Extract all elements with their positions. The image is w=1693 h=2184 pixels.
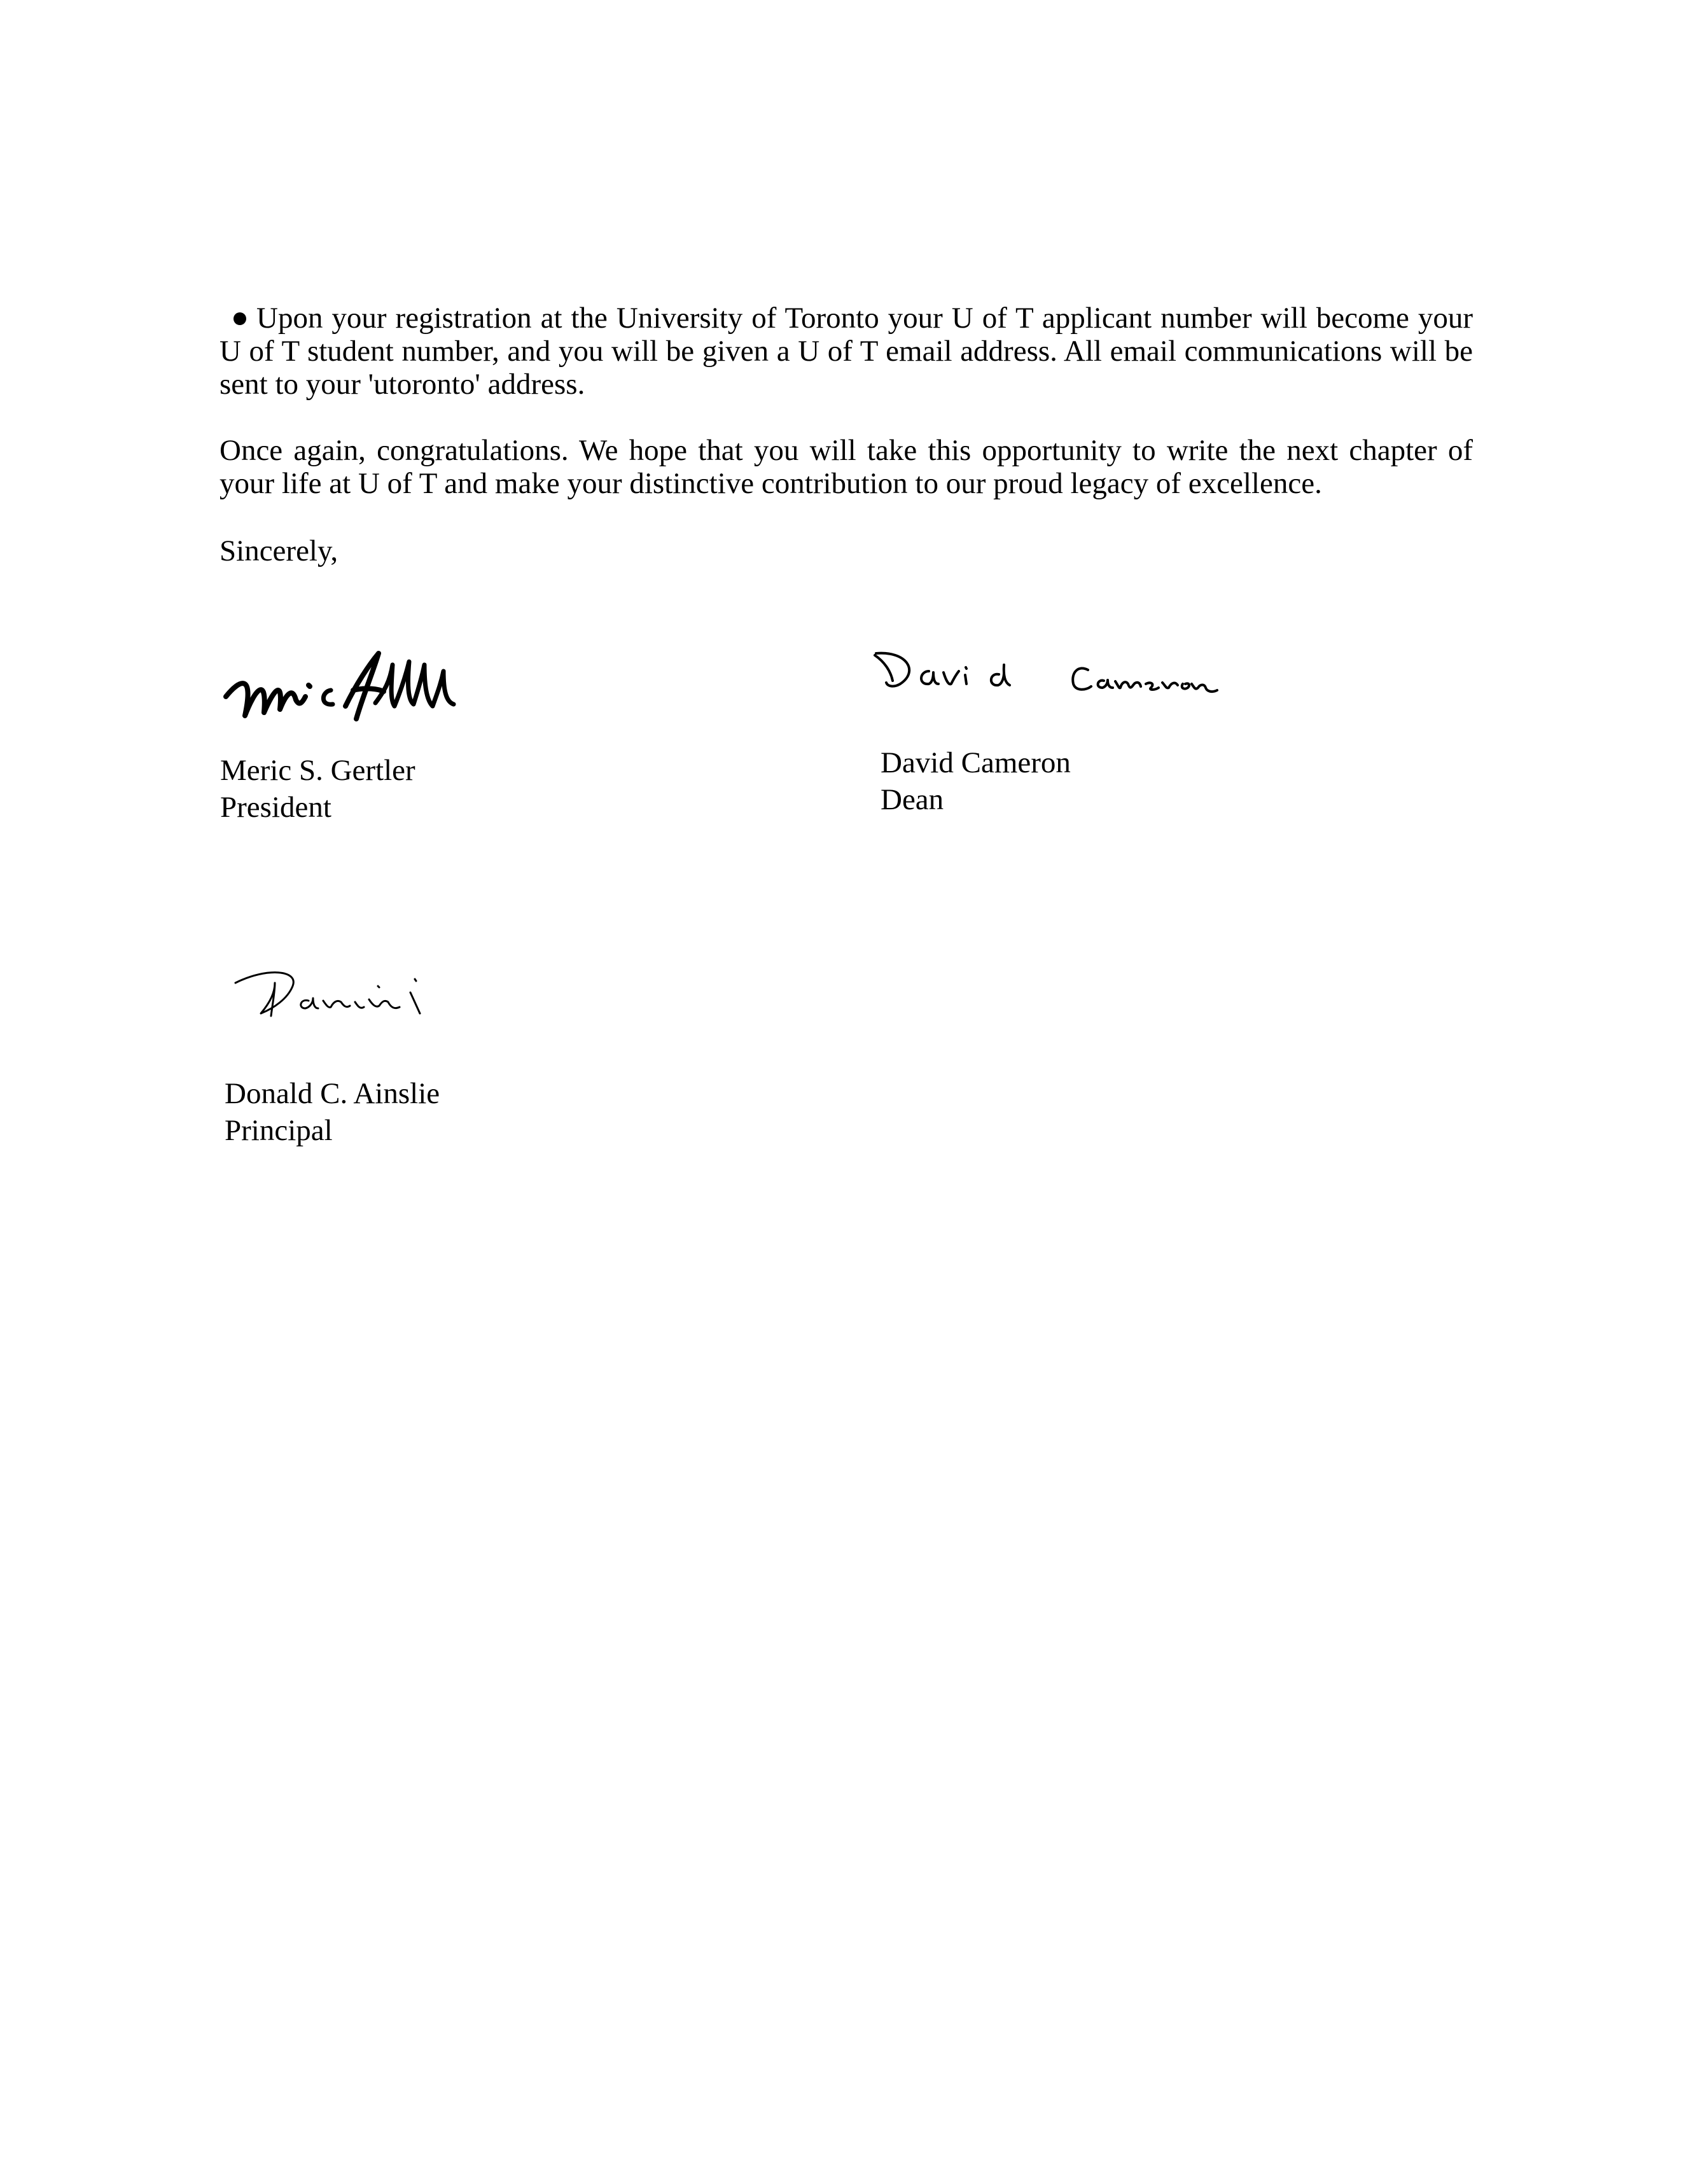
sign-off: Sincerely, — [219, 534, 338, 567]
signer-name: David Cameron — [881, 746, 1071, 779]
bullet-item — [219, 302, 1473, 401]
signer-name: Meric S. Gertler — [220, 754, 415, 787]
closing-paragraph: Once again, congratulations. We hope that you will take this opportunity to write the next chapter of your life at U of T and make your distinctive contribution to our proud legacy of excellence. — [219, 434, 1473, 500]
bullet-item-text: Upon your registration at the University of Toronto your U of T applicant number will become your U of T student number, and you will be given a U of T email address. All email communications will be sent to your 'utoronto' address. — [219, 302, 1473, 401]
signer-title: Principal — [225, 1114, 333, 1147]
bullet-icon — [233, 312, 246, 325]
signer-gertler — [220, 752, 415, 826]
signer-name: Donald C. Ainslie — [225, 1077, 440, 1110]
signature-cameron — [868, 646, 1244, 728]
signer-cameron — [881, 744, 1071, 818]
signer-ainslie — [225, 1075, 440, 1149]
signature-gertler — [219, 646, 474, 728]
signer-title: Dean — [881, 783, 944, 816]
signer-title: President — [220, 791, 331, 824]
signature-ainslie — [229, 957, 458, 1027]
